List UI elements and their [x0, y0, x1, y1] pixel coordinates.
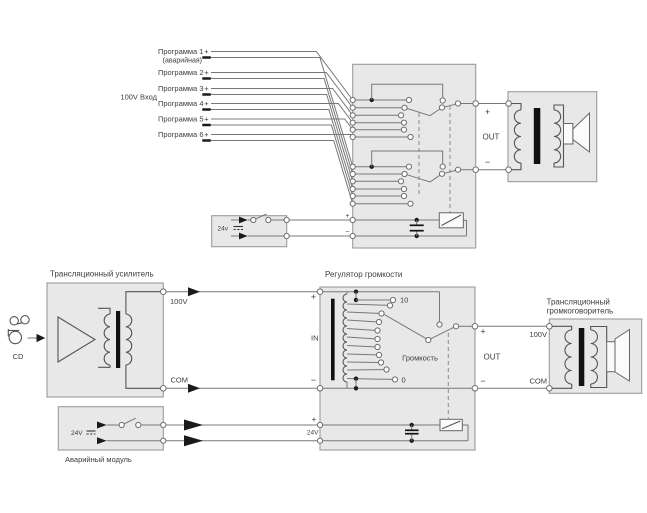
switch-contact [119, 422, 124, 427]
emergency-module [58, 407, 317, 464]
plus-tick: + [204, 130, 209, 139]
out-minus-label: − [484, 157, 491, 167]
plus-tick: + [204, 47, 209, 56]
cd-source [8, 316, 45, 361]
speaker-icon [564, 124, 573, 145]
in-plus-label: + [310, 292, 317, 302]
minus-tick [202, 77, 211, 80]
input-terminal [350, 164, 355, 169]
emergency-box [58, 407, 163, 450]
changeover-output [453, 324, 458, 329]
tap-contact [375, 344, 380, 349]
plus-tick: + [204, 68, 209, 77]
tape-reel-icon [10, 317, 18, 325]
switch-contact [251, 217, 256, 222]
selector-contact [408, 201, 413, 206]
selector-contact [398, 113, 403, 118]
volume-label: Громкость [402, 353, 438, 363]
minus-tick [202, 108, 211, 111]
speaker-unit-bottom [547, 298, 642, 394]
amp-to-regulator-wires [166, 287, 317, 393]
selector-contact [402, 171, 407, 176]
tap-contact [387, 303, 392, 308]
selector-contact [401, 193, 406, 198]
psu-terminal-plus [350, 217, 355, 222]
plus-tick: + [204, 114, 209, 124]
speaker-terminal [547, 386, 553, 392]
plus-tick: + [204, 99, 209, 108]
selector-contact [398, 179, 403, 184]
minus-tick [202, 93, 211, 96]
changeover-contact-emergency [440, 164, 445, 169]
psu-voltage-label: 24V [306, 429, 319, 437]
cd-label: CD [12, 352, 24, 361]
psu-voltage-label: 24V [71, 430, 83, 437]
program-label: Программа 1 [157, 47, 204, 56]
selector-output [473, 101, 506, 173]
input-terminal [350, 127, 355, 132]
selector-contact [401, 127, 406, 132]
selector-contact [408, 134, 413, 139]
arrow-right-icon [188, 384, 200, 393]
input-terminal [350, 105, 355, 110]
input-voltage-label: 100V Вход [120, 92, 157, 102]
program-label: Программа 5 [157, 114, 204, 124]
input-terminal [350, 193, 355, 198]
speaker-title-line1: Трансляционный [546, 297, 610, 307]
minus-tick [202, 56, 211, 59]
tape-reel-icon [21, 316, 29, 324]
regulator-title: Регулятор громкости [325, 270, 403, 279]
psu-minus-label: − [311, 436, 317, 446]
selector-contact [406, 97, 411, 102]
speaker-terminal [506, 101, 512, 107]
out-plus-label: + [480, 326, 486, 337]
arrow-right-icon [37, 334, 46, 342]
reg-in-plus-terminal [317, 289, 323, 295]
plus-tick: + [204, 84, 209, 93]
line-100v-label: 100V [170, 297, 188, 306]
tap-contact [379, 311, 384, 316]
amplifier-box [47, 283, 163, 397]
minus-tick [202, 124, 211, 127]
speaker-box-top [506, 92, 597, 182]
transformer-core [116, 311, 120, 368]
input-terminal [350, 179, 355, 184]
line-com-label: COM [529, 376, 547, 386]
module-out-terminal [161, 438, 166, 443]
psu-module-top [212, 214, 350, 247]
amp-out-100v-terminal [161, 289, 167, 295]
tap-min-label: 0 [401, 375, 406, 385]
junction-dot [354, 386, 358, 390]
arrow-right-icon [188, 287, 200, 296]
line-100v-label: 100V [529, 330, 547, 339]
speaker-terminal [506, 167, 512, 173]
psu-voltage-label: 24v [217, 225, 228, 233]
psu-minus-label: − [345, 229, 350, 236]
input-terminal [350, 97, 355, 102]
reg-out-minus-terminal [472, 386, 478, 392]
switch-contact [266, 217, 271, 222]
arrow-right-icon [184, 435, 203, 446]
reg-out-plus-terminal [472, 324, 478, 330]
out-plus-label: + [484, 107, 491, 117]
line-com-label: COM [170, 375, 188, 385]
out-minus-label: − [480, 376, 486, 386]
volume-regulator-unit [307, 270, 478, 450]
reg-psu-plus-terminal [317, 422, 322, 427]
changeover-contact-normal [439, 105, 444, 110]
program-label: Программа 4 [157, 99, 204, 108]
regulator-output [478, 326, 547, 388]
speaker-terminal [547, 324, 553, 330]
tap-contact-0 [392, 377, 397, 382]
in-label: IN [311, 333, 319, 343]
reg-in-minus-terminal [317, 386, 323, 392]
program-polarity-ticks [202, 47, 211, 142]
transformer-core [534, 108, 541, 164]
input-terminal [350, 134, 355, 139]
in-minus-label: − [310, 375, 317, 385]
tap-contact-10 [390, 297, 395, 302]
tap-contact [384, 367, 389, 372]
out-terminal-plus [473, 101, 479, 107]
psu-out-terminal [284, 233, 289, 238]
wiper-pivot [426, 337, 431, 342]
tap-contact [375, 336, 380, 341]
changeover-output [455, 101, 460, 106]
program-label: Программа 2 [157, 68, 204, 77]
disc-icon [9, 331, 21, 343]
out-label: OUT [483, 352, 501, 362]
program-note: (аварийная) [162, 57, 202, 65]
changeover-contact-normal [439, 171, 444, 176]
module-out-terminal [161, 422, 166, 427]
minus-tick [202, 139, 211, 142]
changeover-output [455, 167, 460, 172]
tap-max-label: 10 [400, 295, 409, 305]
changeover-contact-emergency [440, 98, 445, 103]
amp-out-com-terminal [161, 386, 167, 392]
input-terminal [350, 201, 355, 206]
transformer-core [579, 328, 585, 386]
selector-contact [401, 120, 406, 125]
psu-out-terminal [284, 217, 289, 222]
input-terminal [350, 113, 355, 118]
input-terminal [350, 120, 355, 125]
speaker-cone-icon [615, 330, 630, 382]
transformer-core [331, 299, 335, 381]
speaker-icon [607, 342, 615, 372]
tap-contact [376, 352, 381, 357]
tap-contact [376, 319, 381, 324]
amplifier-unit [47, 270, 166, 398]
input-terminal [350, 186, 355, 191]
switch-contact [136, 422, 141, 427]
emergency-caption: Аварийный модуль [65, 455, 132, 464]
reg-psu-minus-terminal [317, 438, 322, 443]
input-terminal [350, 171, 355, 176]
psu-plus-label: + [311, 415, 317, 424]
changeover-contact-emergency [437, 322, 442, 327]
tap-contact [378, 360, 383, 365]
psu-terminal-minus [350, 233, 355, 238]
selector-contact [406, 164, 411, 169]
selector-contact [401, 186, 406, 191]
program-input-labels [120, 47, 203, 139]
program-label: Программа 3 [157, 84, 204, 93]
selector-contact [402, 105, 407, 110]
program-input-wires [211, 52, 353, 204]
out-terminal-minus [473, 167, 479, 173]
amplifier-title: Трансляционный усилитель [50, 269, 154, 279]
speaker-title-line2: громкоговоритель [546, 306, 614, 316]
psu-plus-label: + [345, 213, 350, 220]
program-label: Программа 6 [157, 130, 204, 139]
arrow-right-icon [184, 420, 203, 431]
out-label: OUT [482, 132, 500, 142]
tap-contact [375, 328, 380, 333]
